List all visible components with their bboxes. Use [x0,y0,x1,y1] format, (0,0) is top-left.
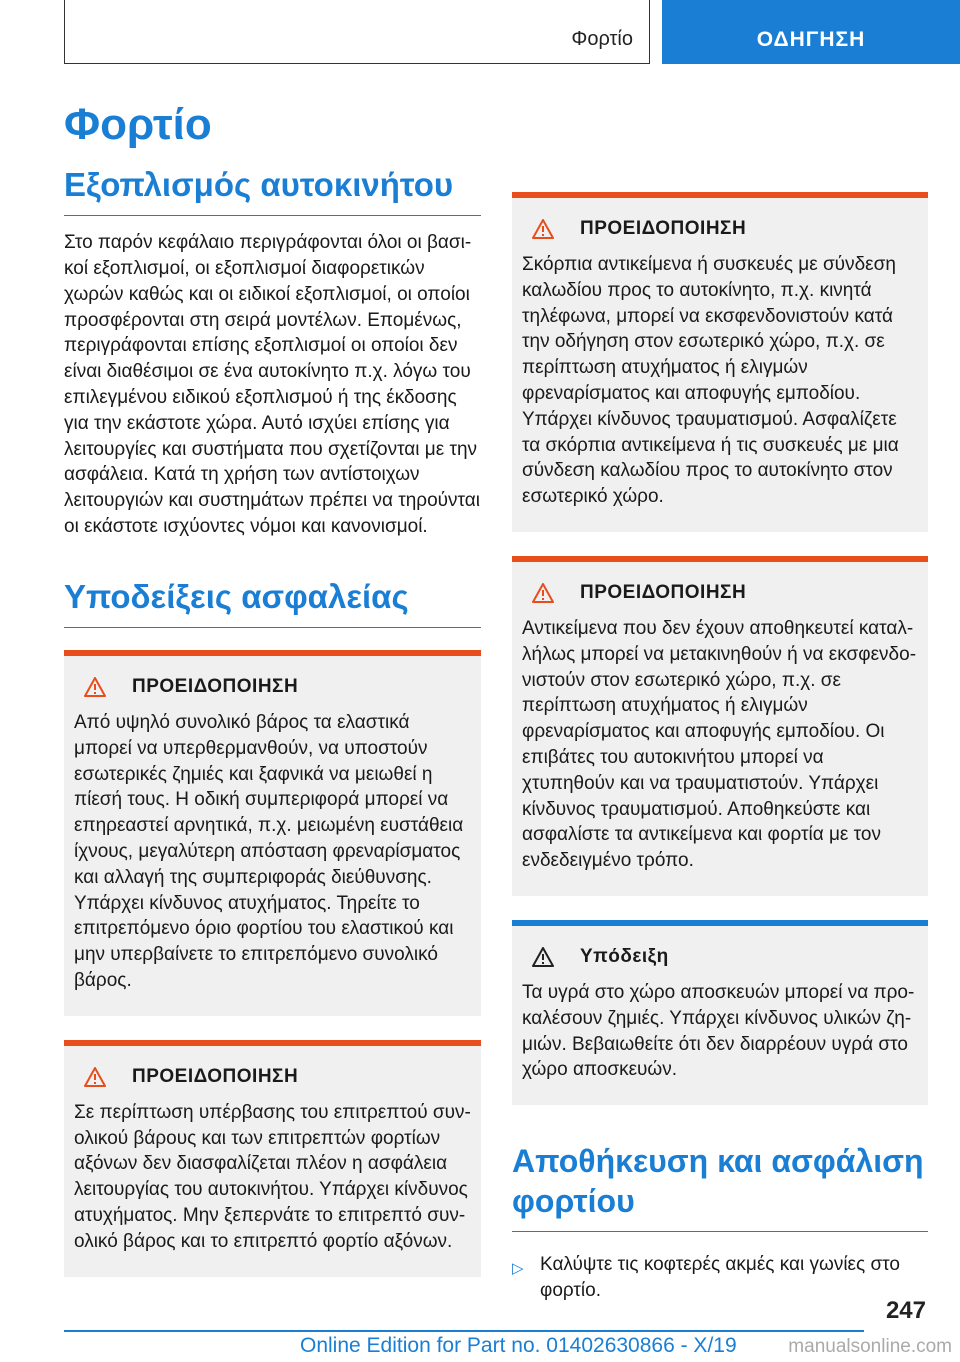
warning-triangle-icon [532,583,554,603]
storage-heading: Αποθήκευση και ασφάλιση φορτίου [512,1141,928,1232]
watermark: manualsonline.com [788,1336,952,1357]
warning-box [512,556,928,896]
right-column [512,192,928,1304]
page-number: 247 [885,1297,926,1324]
warning-triangle-icon [84,677,106,697]
warning-title: ΠΡΟΕΙΔΟΠΟΙΗΣΗ [580,218,747,239]
footer-divider [64,1330,864,1332]
warning-triangle-icon [532,219,554,239]
safety-heading: Υποδείξεις ασφαλείας [64,576,481,628]
page-title: Φορτίο [64,100,212,149]
step-text: Καλύψτε τις κοφτερές ακμές και γωνίες στο φορτίο. [540,1254,900,1301]
note-triangle-icon [532,947,554,967]
note-title: Υπόδειξη [580,945,669,967]
header-section-label: Φορτίο [571,28,633,50]
warning-box [64,650,481,1016]
warning-text: Σε περίπτωση υπέρβασης του επιτρεπτού συνολικού βάρους και των επιτρεπτών φορτίων αξόνων δεν διασφαλίζεται πλέον η ασφάλεια λειτουργίας του αυτοκινήτου. Υπάρχει κίνδυνος ατυχήματος. Μην ξεπερνάτε το επιτρεπτό συνολικό βάρος και το επιτρεπτό φορτίο αξόνων. [74,1101,471,1252]
note-text: Τα υγρά στο χώρο αποσκευών μπορεί να προκαλέσουν ζημιές. Υπάρχει κίνδυνος υλικών ζημιών. Βεβαιωθείτε ότι δεν διαρρέουν υγρά στο χώρο αποσκευών. [522,981,915,1081]
warning-triangle-icon [84,1067,106,1087]
left-column [64,164,481,1277]
step-triangle-icon: ▷ [512,1260,524,1278]
warning-text: Από υψηλό συνολικό βάρος τα ελαστικά μπορεί να υπερθερμανθούν, να υποστούν εσωτερικές ζημιές και ξαφνικά να μειωθεί η πίεσή τους. Η οδική συμπεριφορά μπορεί να επηρεαστεί αρνητικά, π.χ. μειωμένη ευστάθεια ίχνους, μεγαλύτερη απόσταση φρεναρίσματος και αλλαγή της συμπεριφοράς διεύθυνσης. Υπάρχει κίνδυνος ατυχήματος. Τηρείτε το επιτρεπόμενο όριο φορτίου του ελαστικού και μην υπερβαίνετε το επιτρεπόμενο συνολικό βάρος. [74,712,464,992]
equipment-heading: Εξοπλισμός αυτοκινήτου [64,164,481,216]
header-chapter-label: ΟΔΗΓΗΣΗ [756,28,866,51]
warning-text: Σκόρπια αντικείμενα ή συσκευές με σύνδεση καλωδίου προς το αυτοκίνητο, π.χ. κινητά τηλέφωνα, μπορεί να εκσφενδονιστούν κατά την οδήγηση στον εσωτερικό χώρο, π.χ. σε περίπτωση ατυχήματος ή ελιγμών φρεναρίσματος και αποφυγής εμποδίου. Υπάρχει κίνδυνος τραυματισμού. Ασφαλίζετε τα σκόρπια αντικείμενα ή τις συσκευές με μια σύνδεση καλωδίου προς το αυτοκίνητο στον εσωτερικό χώρο. [522,254,899,508]
footer-edition: Online Edition for Part no. 01402630866 - X/19 [300,1334,737,1357]
step-item [512,1252,928,1304]
header-section-tab [64,0,650,64]
warning-title: ΠΡΟΕΙΔΟΠΟΙΗΣΗ [132,676,299,698]
warning-box [512,192,928,532]
warning-text: Αντικείμενα που δεν έχουν αποθηκευτεί καταλλήλως μπορεί να μετακινηθούν ή να εκσφενδονιστούν στον εσωτερικό χώρο, π.χ. σε περίπτωση ατυχήματος ή ελιγμών φρεναρίσματος και αποφυγής εμποδίου. Οι επιβάτες του αυτοκινήτου μπορεί να χτυπηθούν και να τραυματιστούν. Υπάρχει κίνδυνος τραυματισμού. Αποθηκεύστε και ασφαλίστε τα αντικείμενα και φορτία με τον ενδεδειγμένο τρόπο. [522,617,917,872]
warning-title: ΠΡΟΕΙΔΟΠΟΙΗΣΗ [580,581,747,603]
note-box [512,920,928,1105]
equipment-text: Στο παρόν κεφάλαιο περιγράφονται όλοι οι βασικοί εξοπλισμοί, οι εξοπλισμοί διαφορετικών χωρών καθώς και οι ειδικοί εξοπλισμοί, οι οποίοι προσφέρονται στη σειρά μοντέλων. Επομένως, περιγράφονται επίσης εξοπλισμοί οι οποίοι δεν είναι διαθέσιμοι σε ένα αυτοκίνητο π.χ. λόγω του επιλεγμένου ειδικού εξοπλισμού ή της έκδοσης για την εκάστοτε χώρα. Αυτό ισχύει επίσης για λειτουργίες και συστήματα που σχετίζονται με την ασφάλεια. Κατά τη χρήση των αντίστοιχων λειτουργιών και συστημάτων πρέπει να τηρούνται οι εκάστοτε ισχύοντες νόμοι και κανονισμοί. [64,232,480,538]
header-chapter-tab [662,0,960,64]
warning-title: ΠΡΟΕΙΔΟΠΟΙΗΣΗ [132,1065,299,1087]
warning-box [64,1040,481,1277]
